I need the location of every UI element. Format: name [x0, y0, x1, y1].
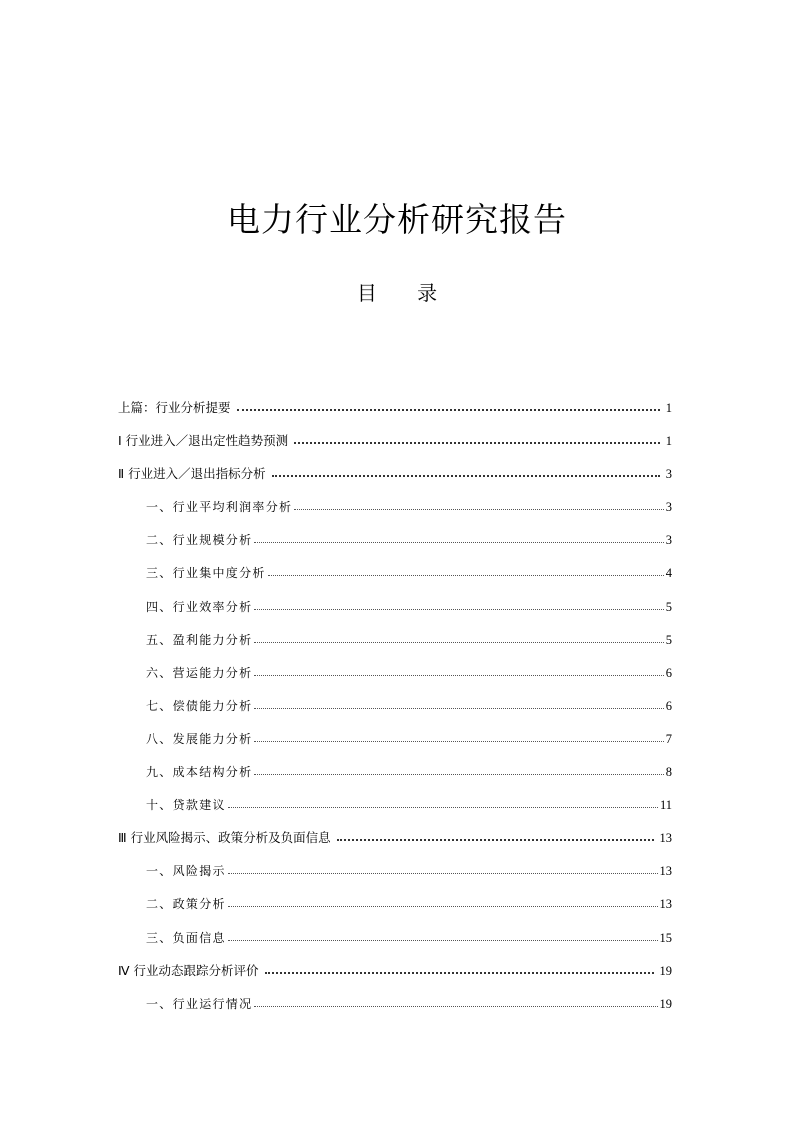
toc-subentry[interactable] [118, 890, 672, 923]
toc-entry[interactable] [118, 957, 672, 990]
toc-dot-leader [337, 838, 654, 841]
toc-entry-page: 3 [665, 500, 672, 515]
toc-entry-label: 上篇：行业分析提要 [118, 400, 231, 415]
toc-entry-label: 一、行业运行情况 [146, 996, 253, 1011]
toc-entry-page: 19 [659, 963, 672, 978]
toc-subentry[interactable] [118, 559, 672, 592]
toc-entry-label: 二、行业规模分析 [146, 533, 253, 548]
toc-entry-page: 6 [665, 698, 672, 713]
toc-entry-page: 7 [665, 731, 672, 746]
toc-dot-leader [254, 641, 663, 643]
toc-entry[interactable] [118, 824, 672, 857]
toc-dot-leader [254, 674, 663, 676]
toc-dot-leader [254, 1005, 657, 1007]
toc-heading-char: 录 [417, 281, 438, 305]
toc-subentry[interactable] [118, 857, 672, 890]
toc-entry-label: 一、风险揭示 [146, 864, 226, 879]
toc-dot-leader [254, 541, 663, 543]
toc-entry-page: 1 [665, 434, 672, 449]
toc-entry-label: Ⅳ 行业动态跟踪分析评价 [118, 962, 259, 978]
toc-entry-label: 二、政策分析 [146, 897, 226, 912]
toc-entry-page: 3 [665, 467, 672, 482]
toc-dot-leader [228, 872, 658, 874]
toc-entry-page: 19 [659, 996, 672, 1011]
toc-entry-label: Ⅱ 行业进入／退出指标分析 [118, 466, 266, 482]
toc-subentry[interactable] [118, 626, 672, 659]
toc-entry-label: 四、行业效率分析 [146, 599, 253, 614]
toc-entry-page: 3 [665, 533, 672, 548]
toc-dot-leader [254, 773, 663, 775]
toc-subentry[interactable] [118, 758, 672, 791]
toc-dot-leader [272, 474, 660, 477]
toc-heading [0, 278, 794, 308]
toc-entry[interactable] [118, 460, 672, 493]
toc-entry-page: 1 [665, 401, 672, 415]
toc-dot-leader [265, 971, 654, 974]
toc-entry-label: 七、偿债能力分析 [146, 698, 253, 713]
toc-entry-label: 五、盈利能力分析 [146, 632, 253, 647]
toc-entry-page: 13 [659, 831, 672, 846]
toc-dot-leader [294, 508, 663, 510]
toc-subentry[interactable] [118, 659, 672, 692]
toc-subentry[interactable] [118, 493, 672, 526]
toc-subentry[interactable] [118, 924, 672, 957]
toc-dot-leader [228, 905, 658, 907]
toc-subentry[interactable] [118, 526, 672, 559]
toc-subentry[interactable] [118, 990, 672, 1023]
toc-entry[interactable] [118, 427, 672, 460]
toc-dot-leader [254, 740, 663, 742]
toc-entry-label: 三、行业集中度分析 [146, 566, 266, 581]
toc-dot-leader [254, 608, 663, 610]
table-of-contents [118, 394, 672, 1023]
toc-dot-leader [268, 574, 664, 576]
toc-subentry[interactable] [118, 692, 672, 725]
toc-entry-label: 三、负面信息 [146, 930, 226, 945]
toc-subentry[interactable] [118, 725, 672, 758]
document-title: 电力行业分析研究报告 [227, 200, 567, 239]
toc-entry-label: 十、贷款建议 [146, 798, 226, 813]
toc-dot-leader [228, 806, 658, 808]
toc-entry-page: 13 [659, 864, 672, 879]
toc-entry[interactable] [118, 394, 672, 427]
toc-dot-leader [294, 441, 660, 444]
toc-entry-page: 15 [659, 930, 672, 945]
toc-entry-label: 一、行业平均利润率分析 [146, 500, 293, 515]
toc-entry-page: 4 [665, 566, 672, 581]
toc-subentry[interactable] [118, 593, 672, 626]
toc-entry-page: 5 [665, 599, 672, 614]
toc-entry-page: 8 [665, 765, 672, 780]
toc-heading-char: 目 [356, 281, 377, 305]
toc-entry-page: 5 [665, 632, 672, 647]
toc-entry-label: Ⅰ 行业进入／退出定性趋势预测 [118, 433, 289, 449]
toc-entry-label: 六、营运能力分析 [146, 665, 253, 680]
toc-entry-label: 八、发展能力分析 [146, 731, 253, 746]
toc-subentry[interactable] [118, 791, 672, 824]
toc-dot-leader [237, 408, 660, 411]
toc-entry-page: 6 [665, 665, 672, 680]
toc-entry-page: 11 [659, 798, 672, 813]
toc-entry-label: Ⅲ 行业风险揭示、政策分析及负面信息 [118, 830, 331, 846]
toc-entry-page: 13 [659, 897, 672, 912]
toc-dot-leader [254, 707, 663, 709]
toc-dot-leader [228, 939, 658, 941]
toc-entry-label: 九、成本结构分析 [146, 765, 253, 780]
